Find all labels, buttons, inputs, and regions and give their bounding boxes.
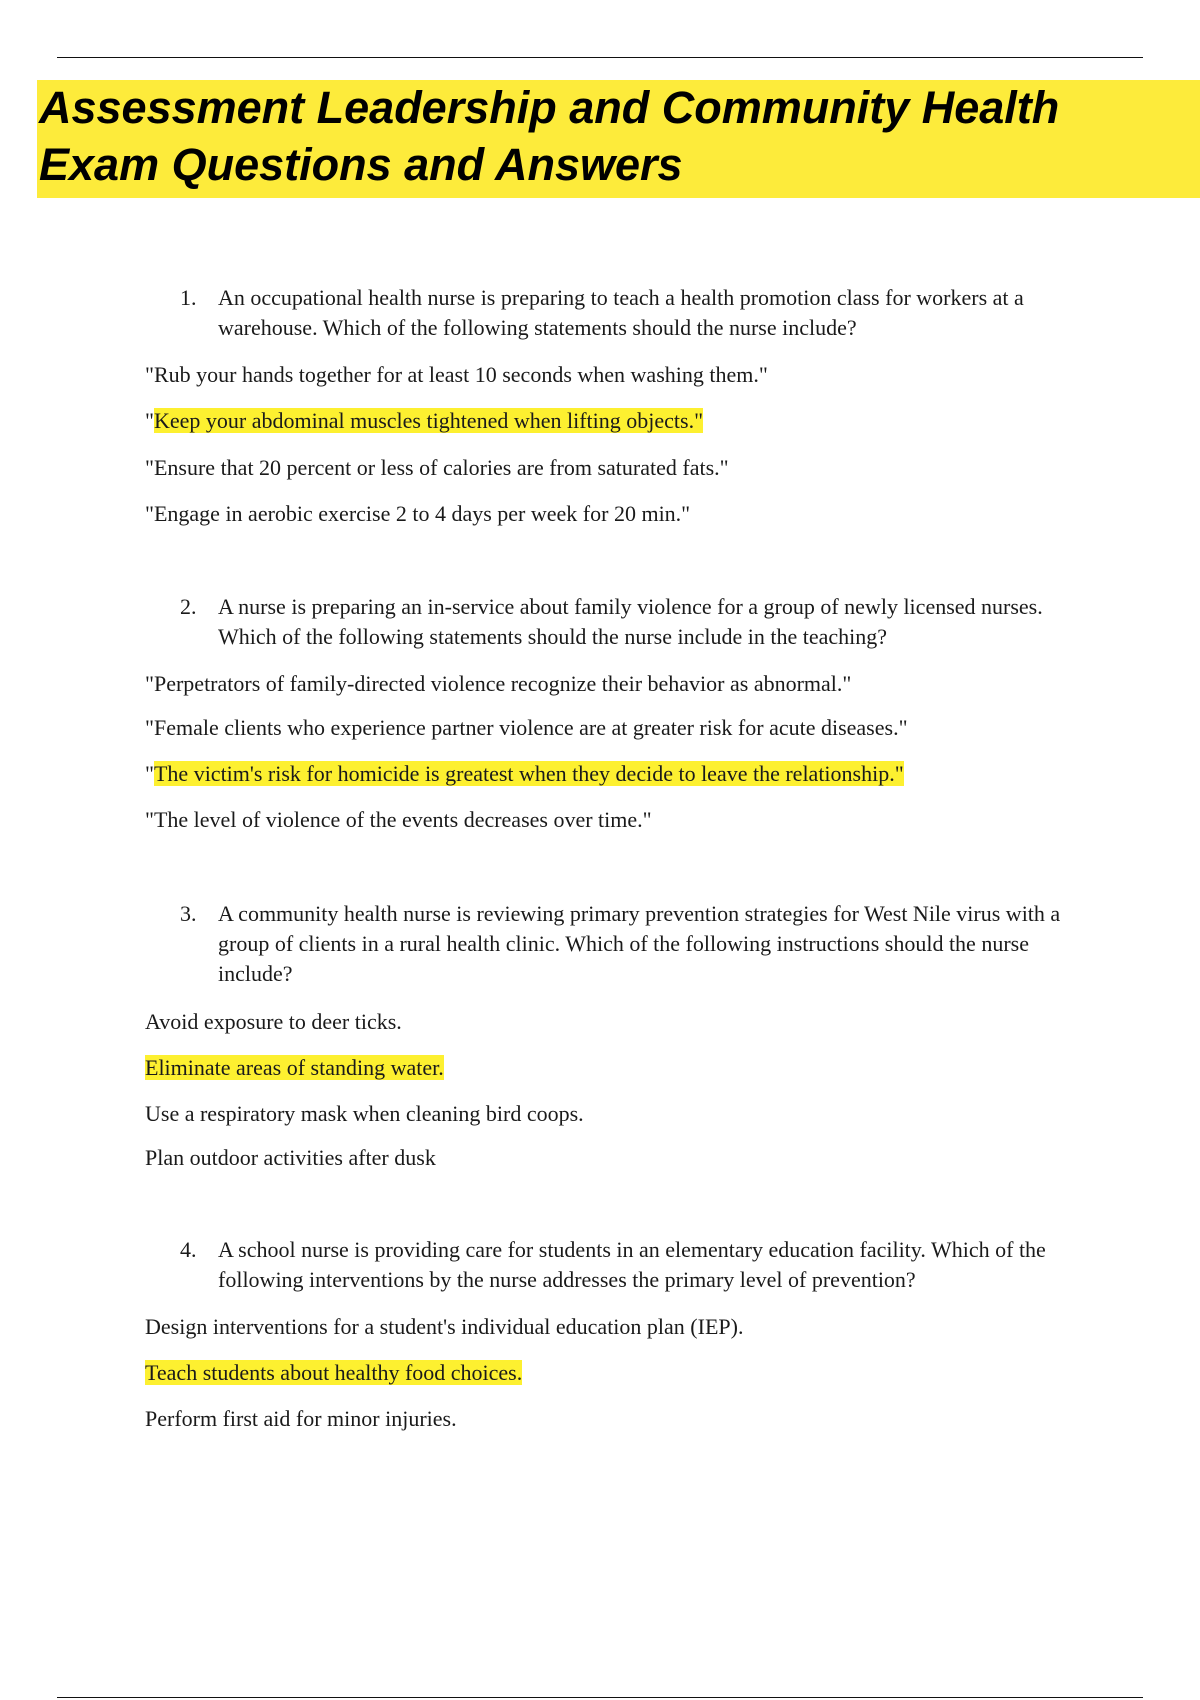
option-text: "Perpetrators of family-directed violence recognize their behavior as abnormal."	[145, 671, 852, 696]
option-text-highlighted: Eliminate areas of standing water.	[145, 1055, 444, 1080]
document-title	[39, 79, 1189, 193]
question-number: 2.	[180, 594, 197, 619]
answer-option	[145, 499, 690, 529]
option-text: "Rub your hands together for at least 10 seconds when washing them."	[145, 362, 768, 387]
question-number: 4.	[180, 1237, 197, 1262]
answer-option	[145, 713, 908, 743]
question-text: An occupational health nurse is preparing to teach a health promotion class for workers at a warehouse. Which of the following statements should the nurse include?	[218, 285, 1024, 340]
bottom-rule	[57, 1697, 1143, 1698]
answer-option	[145, 805, 652, 835]
top-rule	[57, 57, 1143, 58]
answer-option	[145, 1312, 743, 1342]
title-line-2: Exam Questions and Answers	[39, 139, 683, 190]
answer-option	[145, 1143, 436, 1173]
answer-option	[145, 453, 729, 483]
option-text-highlighted: Teach students about healthy food choices.	[145, 1360, 523, 1385]
option-lead: "	[145, 408, 154, 433]
title-line-1: Assessment Leadership and Community Health	[39, 82, 1060, 133]
question-number: 1.	[180, 285, 197, 310]
option-text-highlighted: Keep your abdominal muscles tightened when lifting objects."	[153, 408, 704, 433]
option-text-highlighted: The victim's risk for homicide is greatest when they decide to leave the relationship."	[153, 761, 904, 786]
question-text: A nurse is preparing an in-service about family violence for a group of newly licensed nurses. Which of the following statements should the nurse include in the teaching?	[218, 594, 1043, 649]
answer-option-correct	[145, 1053, 444, 1083]
question-3	[180, 899, 1090, 989]
answer-option	[145, 1099, 584, 1129]
answer-option-correct	[145, 759, 904, 789]
answer-option	[145, 1007, 402, 1037]
answer-option	[145, 360, 768, 390]
option-text: Perform first aid for minor injuries.	[145, 1406, 457, 1431]
question-number: 3.	[180, 901, 197, 926]
question-4	[180, 1235, 1090, 1295]
question-1	[180, 283, 1090, 343]
option-text: "Female clients who experience partner violence are at greater risk for acute diseases."	[145, 715, 908, 740]
answer-option	[145, 1404, 457, 1434]
option-lead: "	[145, 761, 154, 786]
answer-option-correct	[145, 406, 703, 436]
option-text: Plan outdoor activities after dusk	[145, 1145, 436, 1170]
answer-option	[145, 669, 851, 699]
option-text: Use a respiratory mask when cleaning bird coops.	[145, 1101, 584, 1126]
option-text: "Ensure that 20 percent or less of calories are from saturated fats."	[145, 455, 729, 480]
question-text: A school nurse is providing care for students in an elementary education facility. Which of the following interventions by the nurse addresses the primary level of prevention?	[218, 1237, 1046, 1292]
answer-option-correct	[145, 1358, 522, 1388]
option-text: Avoid exposure to deer ticks.	[145, 1009, 402, 1034]
option-text: Design interventions for a student's individual education plan (IEP).	[145, 1314, 744, 1339]
question-text: A community health nurse is reviewing primary prevention strategies for West Nile virus with a group of clients in a rural health clinic. Which of the following instructions should the nurse include?	[218, 901, 1061, 986]
option-text: "Engage in aerobic exercise 2 to 4 days per week for 20 min."	[145, 501, 691, 526]
question-2	[180, 592, 1090, 652]
option-text: "The level of violence of the events decreases over time."	[145, 807, 652, 832]
